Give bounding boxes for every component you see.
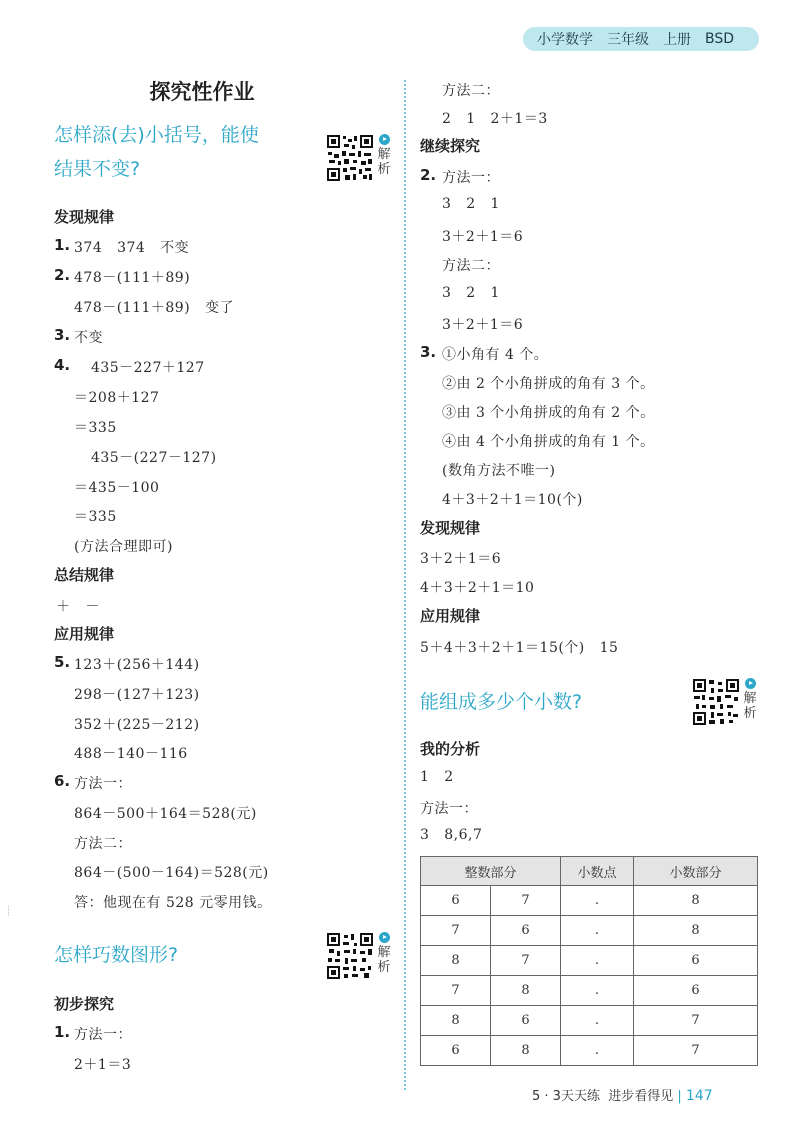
table-cell: 6 <box>634 976 758 1006</box>
table-cell: . <box>561 976 634 1006</box>
answer-line: 方法一： <box>420 801 478 817</box>
subhead-apply: 应用规律 <box>54 625 115 643</box>
table-row <box>421 976 758 1006</box>
answer-line: ＝435－100 <box>74 480 160 496</box>
table-row <box>421 946 758 976</box>
table-cell: 8 <box>421 1006 491 1036</box>
answer-line: 3＋2＋1＝6 <box>442 317 524 333</box>
answer-line: 1 2 <box>420 769 454 785</box>
table-cell: 6 <box>634 946 758 976</box>
answer-line: 方法一： <box>74 776 132 792</box>
answer-line: 864－(500－164)＝528(元) <box>74 865 269 881</box>
item-number: 1. <box>54 1023 71 1041</box>
page-footer <box>532 1085 713 1104</box>
answer-line: 4＋3＋2＋1＝10(个) <box>442 492 583 508</box>
header-integer-part: 整数部分 <box>421 857 561 886</box>
answer-line: 3 8,6,7 <box>420 827 483 843</box>
table-cell: . <box>561 1036 634 1066</box>
table-cell: . <box>561 916 634 946</box>
table-cell: 7 <box>421 916 491 946</box>
table-cell: . <box>561 946 634 976</box>
play-icon <box>379 134 390 145</box>
answer-line: 3 2 1 <box>442 196 500 212</box>
answer-line: (方法合理即可) <box>74 539 173 555</box>
section-title-parentheses-l2: 结果不变? <box>54 158 141 180</box>
answer-line: 4＋3＋2＋1＝10 <box>420 580 535 596</box>
table-cell: 7 <box>491 946 561 976</box>
table-cell: 6 <box>421 1036 491 1066</box>
subhead-initial: 初步探究 <box>54 995 115 1013</box>
table-header-row <box>421 857 758 886</box>
section-title-decimals: 能组成多少个小数? <box>420 691 583 713</box>
table-cell: 8 <box>491 976 561 1006</box>
page-number: 147 <box>685 1088 713 1104</box>
answer-line: 374 374 不变 <box>74 240 190 256</box>
answer-line: 2＋1＝3 <box>74 1057 132 1073</box>
answer-line: ③由 3 个小角拼成的角有 2 个。 <box>442 405 655 421</box>
answer-line: 435－(227－127) <box>86 450 217 466</box>
table-cell: 8 <box>634 916 758 946</box>
answer-line: ②由 2 个小角拼成的角有 3 个。 <box>442 376 655 392</box>
subhead-summary: 总结规律 <box>54 566 115 584</box>
play-icon <box>745 678 756 689</box>
table-cell: 8 <box>491 1036 561 1066</box>
table-cell: 6 <box>491 916 561 946</box>
section-title-parentheses-l1: 怎样添(去)小括号，能使 <box>54 124 259 146</box>
item-number: 3. <box>420 343 437 361</box>
subhead-apply-right: 应用规律 <box>420 607 481 625</box>
answer-line: 435－227＋127 <box>86 360 205 376</box>
answer-line: (数角方法不唯一) <box>442 463 556 479</box>
table-cell: 6 <box>491 1006 561 1036</box>
answer-line: 298－(127＋123) <box>74 687 200 703</box>
table-cell: 7 <box>634 1036 758 1066</box>
table-cell: 8 <box>634 886 758 916</box>
table-row <box>421 886 758 916</box>
footer-separator: | <box>677 1089 682 1104</box>
table-cell: 8 <box>421 946 491 976</box>
item-number: 2. <box>54 266 71 284</box>
footer-brand: 5 · 3天天练 <box>532 1089 600 1104</box>
header-grade: 三年级 <box>607 32 649 48</box>
answer-line: 答：他现在有 528 元零用钱。 <box>74 895 272 911</box>
decimal-table <box>420 856 758 1066</box>
subhead-discover: 发现规律 <box>54 208 115 226</box>
answer-line: 352＋(225－212) <box>74 717 200 733</box>
answer-line: 方法二： <box>74 836 132 852</box>
qr-analysis-tag-2[interactable]: 解析 <box>376 932 392 975</box>
item-number: 5. <box>54 653 71 671</box>
answer-line: 478－(111＋89) 变了 <box>74 300 235 316</box>
answer-line: 864－500＋164＝528(元) <box>74 806 257 822</box>
qr-analysis-tag-1[interactable]: 解析 <box>376 134 392 177</box>
footer-slogan: 进步看得见 <box>608 1089 674 1104</box>
answer-line: 123＋(256＋144) <box>74 657 200 673</box>
answer-line: ＝208＋127 <box>74 390 160 406</box>
answer-line: 不变 <box>74 330 103 346</box>
subhead-my-analysis: 我的分析 <box>420 740 481 758</box>
answer-line: ＝335 <box>74 420 117 436</box>
qr-code-icon[interactable] <box>692 678 740 726</box>
section-title-count-shapes: 怎样巧数图形? <box>54 944 179 966</box>
answer-line: 3 2 1 <box>442 285 500 301</box>
play-icon <box>379 932 390 943</box>
item-number: 1. <box>54 236 71 254</box>
item-number: 2. <box>420 166 437 184</box>
answer-line: ＋ － <box>56 599 100 615</box>
answer-line: 3＋2＋1＝6 <box>420 551 502 567</box>
answer-line: ④由 4 个小角拼成的角有 1 个。 <box>442 434 655 450</box>
header-edition: BSD <box>705 31 735 47</box>
item-number: 6. <box>54 772 71 790</box>
answer-line: 478－(111＋89) <box>74 270 191 286</box>
answer-line: ①小角有 4 个。 <box>442 347 549 363</box>
qr-code-icon[interactable] <box>326 134 374 182</box>
table-row <box>421 916 758 946</box>
header-badge <box>523 27 759 51</box>
answer-line: ＝335 <box>74 509 117 525</box>
subhead-continue: 继续探究 <box>420 137 481 155</box>
table-row <box>421 1036 758 1066</box>
qr-code-icon[interactable] <box>326 932 374 980</box>
answer-line: 488－140－116 <box>74 746 188 762</box>
header-volume: 上册 <box>663 32 691 48</box>
page-title: 探究性作业 <box>149 80 255 104</box>
table-row <box>421 1006 758 1036</box>
qr-analysis-tag-3[interactable]: 解析 <box>742 678 758 721</box>
answer-line: 方法二： <box>442 83 500 99</box>
side-edge-mark: ····· <box>4 905 12 917</box>
answer-line: 方法一： <box>442 170 500 186</box>
answer-line: 5＋4＋3＋2＋1＝15(个) 15 <box>420 640 619 656</box>
header-decimal-point: 小数点 <box>561 857 634 886</box>
table-cell: . <box>561 1006 634 1036</box>
table-cell: 7 <box>421 976 491 1006</box>
table-cell: . <box>561 886 634 916</box>
subhead-discover-right: 发现规律 <box>420 519 481 537</box>
answer-line: 方法二： <box>442 258 500 274</box>
column-divider <box>404 80 406 1090</box>
item-number: 3. <box>54 326 71 344</box>
answer-line: 3＋2＋1＝6 <box>442 229 524 245</box>
header-subject: 小学数学 <box>537 32 593 48</box>
header-decimal-part: 小数部分 <box>634 857 758 886</box>
table-cell: 6 <box>421 886 491 916</box>
answer-line: 2 1 2＋1＝3 <box>442 111 548 127</box>
item-number: 4. <box>54 356 71 374</box>
answer-line: 方法一： <box>74 1027 132 1043</box>
table-cell: 7 <box>491 886 561 916</box>
table-cell: 7 <box>634 1006 758 1036</box>
